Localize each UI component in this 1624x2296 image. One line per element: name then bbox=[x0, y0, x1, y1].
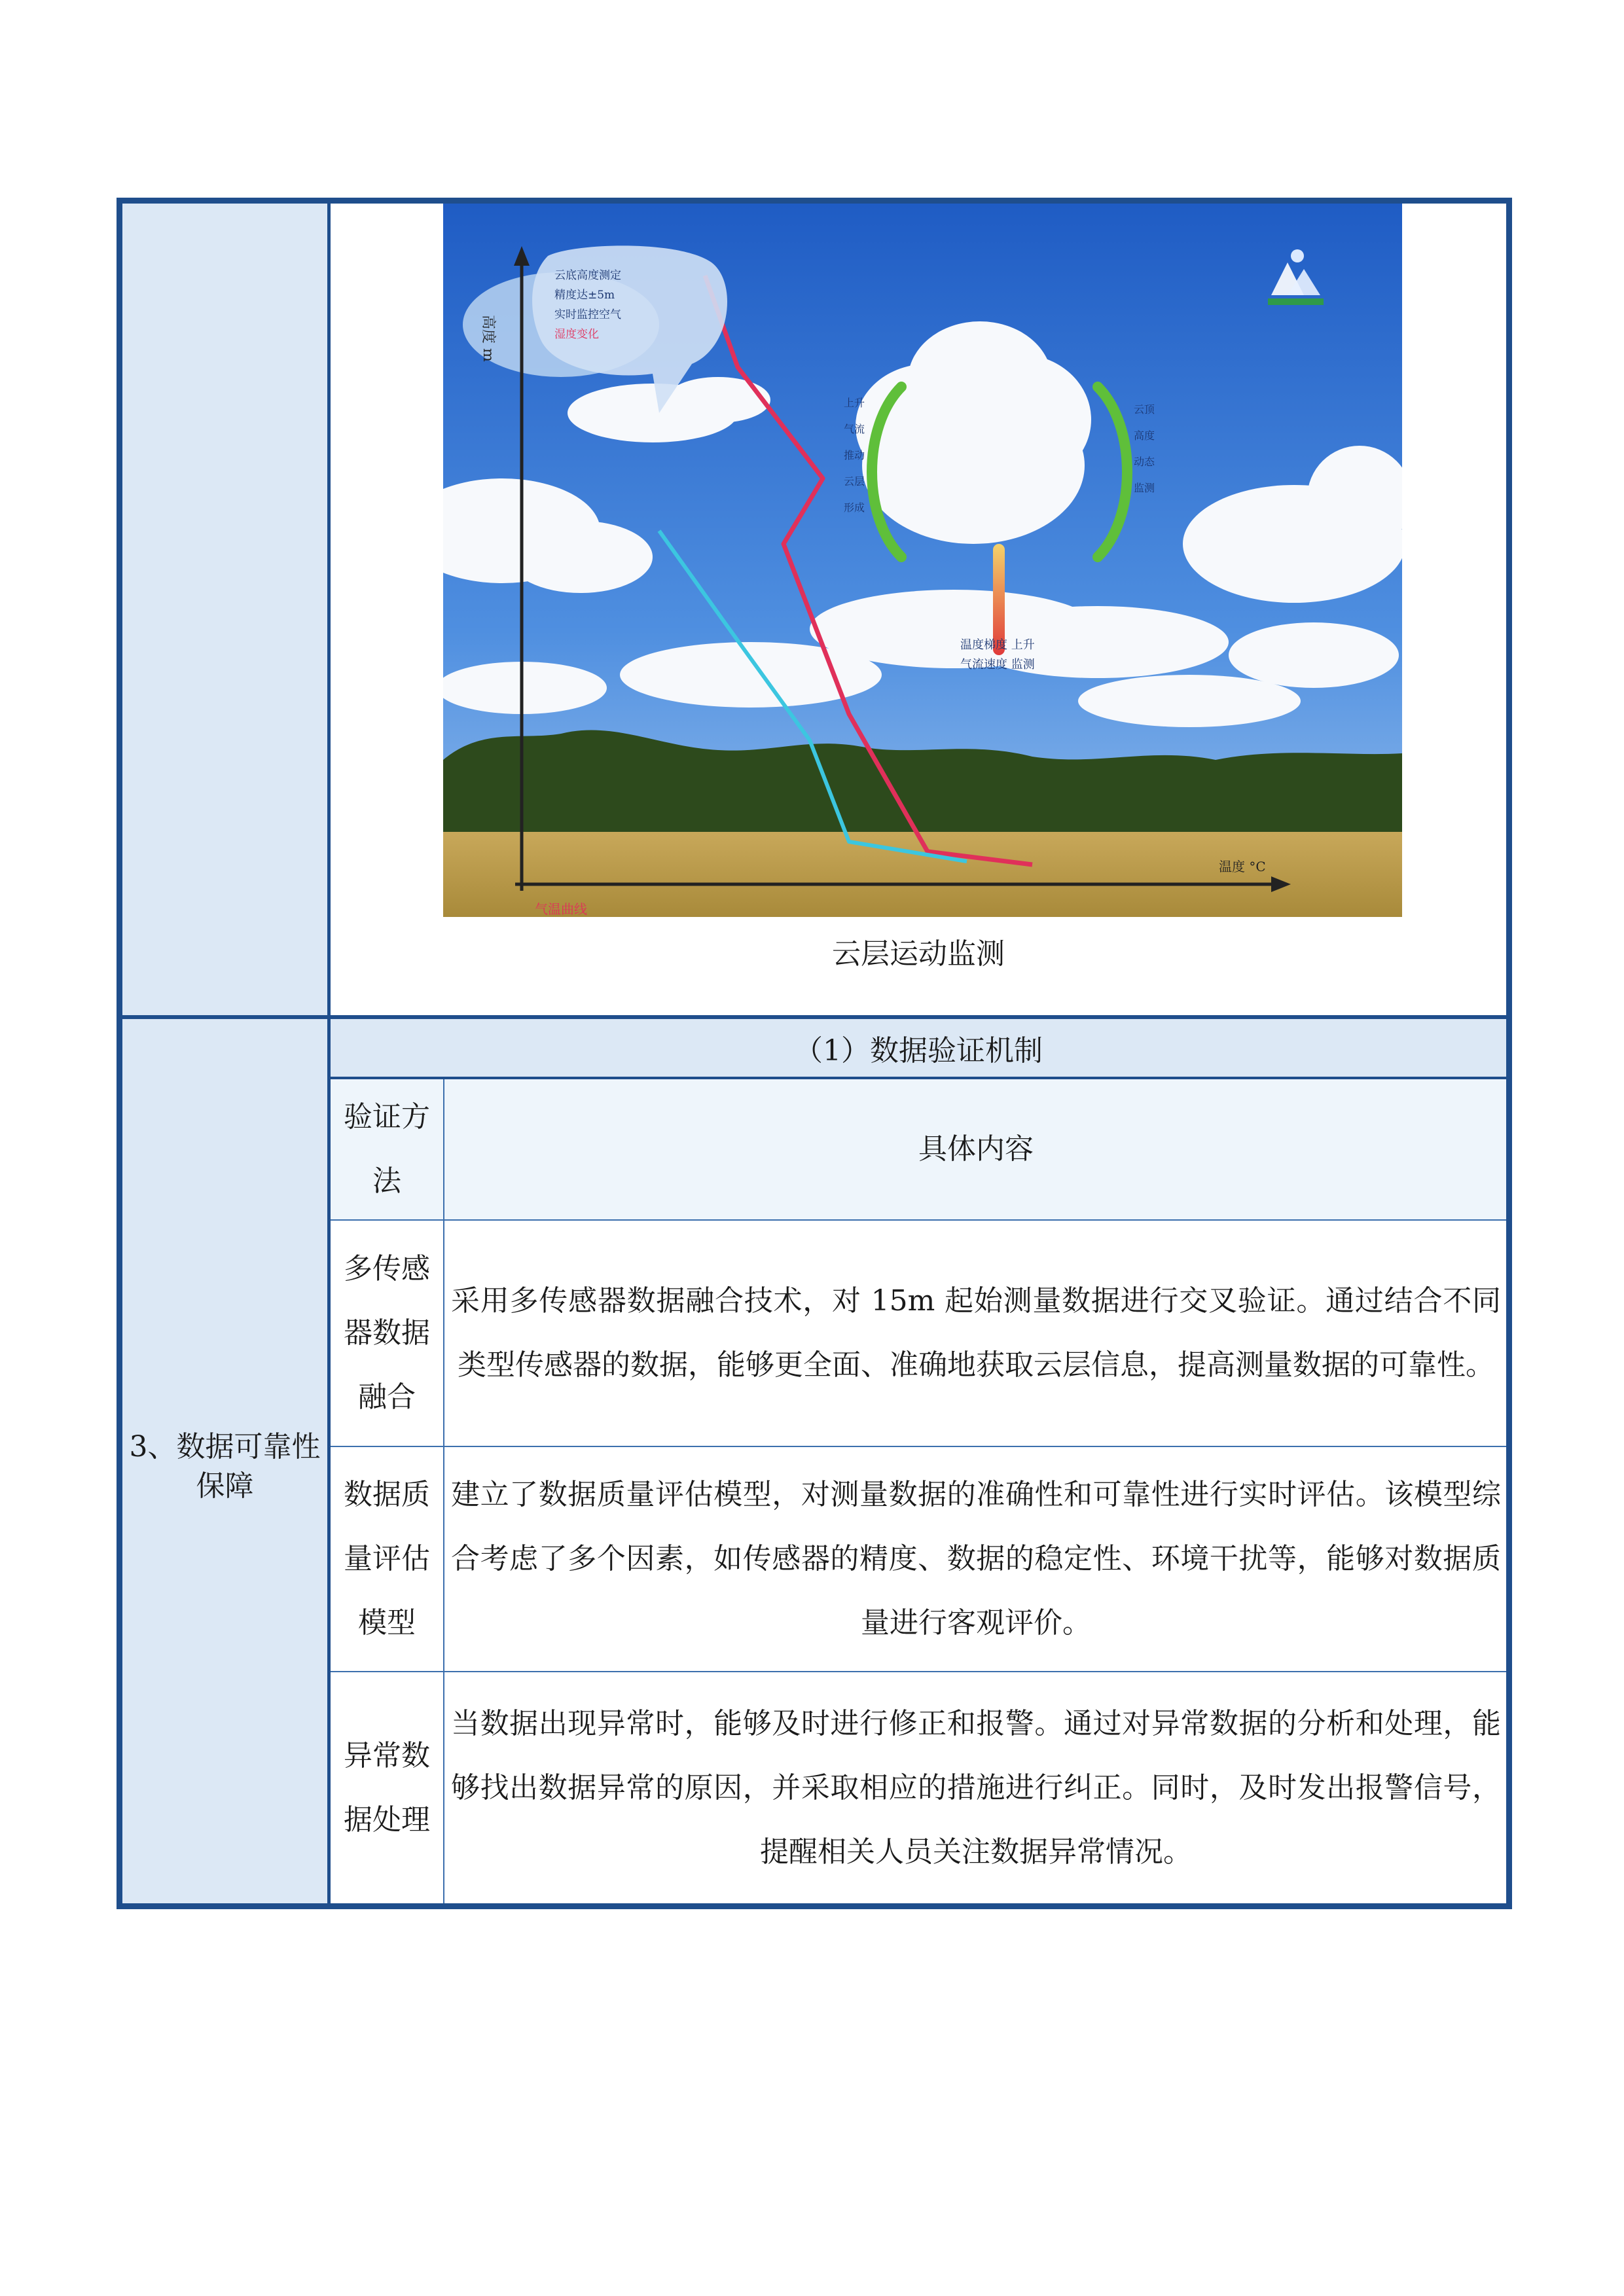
method-cell: 异常数据处理 bbox=[331, 1672, 444, 1903]
table-row bbox=[331, 1447, 1506, 1672]
table-row bbox=[331, 1221, 1506, 1447]
content-cell bbox=[444, 1221, 1506, 1446]
table-row bbox=[331, 1672, 1506, 1903]
table-header-row bbox=[331, 1079, 1506, 1221]
section-label: 3、数据可靠性保障 bbox=[129, 1430, 321, 1503]
left-label-column bbox=[122, 204, 331, 1903]
content-cell bbox=[444, 1447, 1506, 1671]
svg-text:上升: 上升 bbox=[844, 397, 865, 409]
method-cell: 数据质量评估模型 bbox=[331, 1447, 444, 1671]
method-cell: 多传感器数据融合 bbox=[331, 1221, 444, 1446]
sub-header: （1）数据验证机制 bbox=[331, 1019, 1506, 1079]
document-table bbox=[117, 198, 1512, 1909]
verification-table bbox=[331, 1079, 1506, 1903]
origin-label: 气温曲线 bbox=[535, 901, 587, 917]
svg-text:云层: 云层 bbox=[844, 475, 865, 488]
svg-text:云底高度测定: 云底高度测定 bbox=[554, 269, 621, 282]
cloud-photo-svg bbox=[443, 204, 1402, 917]
x-axis-label: 温度 °C bbox=[1219, 859, 1266, 874]
svg-text:精度达±5m: 精度达±5m bbox=[554, 289, 615, 302]
content-text: 当数据出现异常时，能够及时进行修正和报警。通过对异常数据的分析和处理，能够找出数据异常的原因，并采取相应的措施进行纠正。同时，及时发出报警信号，提醒相关人员关注数据异常情况。 bbox=[451, 1706, 1501, 1869]
content-text: 采用多传感器数据融合技术，对 15m 起始测量数据进行交叉验证。通过结合不同类型传感器的数据，能够更全面、准确地获取云层信息，提高测量数据的可靠性。 bbox=[451, 1284, 1501, 1382]
content-text: 建立了数据质量评估模型，对测量数据的准确性和可靠性进行实时评估。该模型综合考虑了多个因素，如传感器的精度、数据的稳定性、环境干扰等，能够对数据质量进行客观评价。 bbox=[451, 1478, 1501, 1640]
svg-text:气流: 气流 bbox=[844, 423, 865, 435]
y-axis-label: 高度 m bbox=[480, 315, 496, 362]
svg-text:气流速度 监测: 气流速度 监测 bbox=[960, 658, 1035, 672]
svg-text:监测: 监测 bbox=[1134, 482, 1155, 494]
svg-text:动态: 动态 bbox=[1134, 456, 1155, 468]
svg-text:高度: 高度 bbox=[1134, 429, 1155, 442]
method-header: 验证方法 bbox=[331, 1079, 444, 1219]
svg-text:云顶: 云顶 bbox=[1134, 403, 1155, 416]
svg-text:实时监控空气: 实时监控空气 bbox=[554, 308, 621, 321]
cloud-monitoring-figure bbox=[443, 204, 1402, 917]
svg-text:湿度变化: 湿度变化 bbox=[554, 328, 599, 341]
svg-text:形成: 形成 bbox=[844, 501, 865, 514]
figure-caption: 云层运动监测 bbox=[832, 937, 1005, 971]
content-cell bbox=[444, 1672, 1506, 1903]
svg-text:推动: 推动 bbox=[844, 449, 865, 461]
svg-text:温度梯度 上升: 温度梯度 上升 bbox=[960, 638, 1035, 652]
content-header: 具体内容 bbox=[918, 1132, 1034, 1166]
